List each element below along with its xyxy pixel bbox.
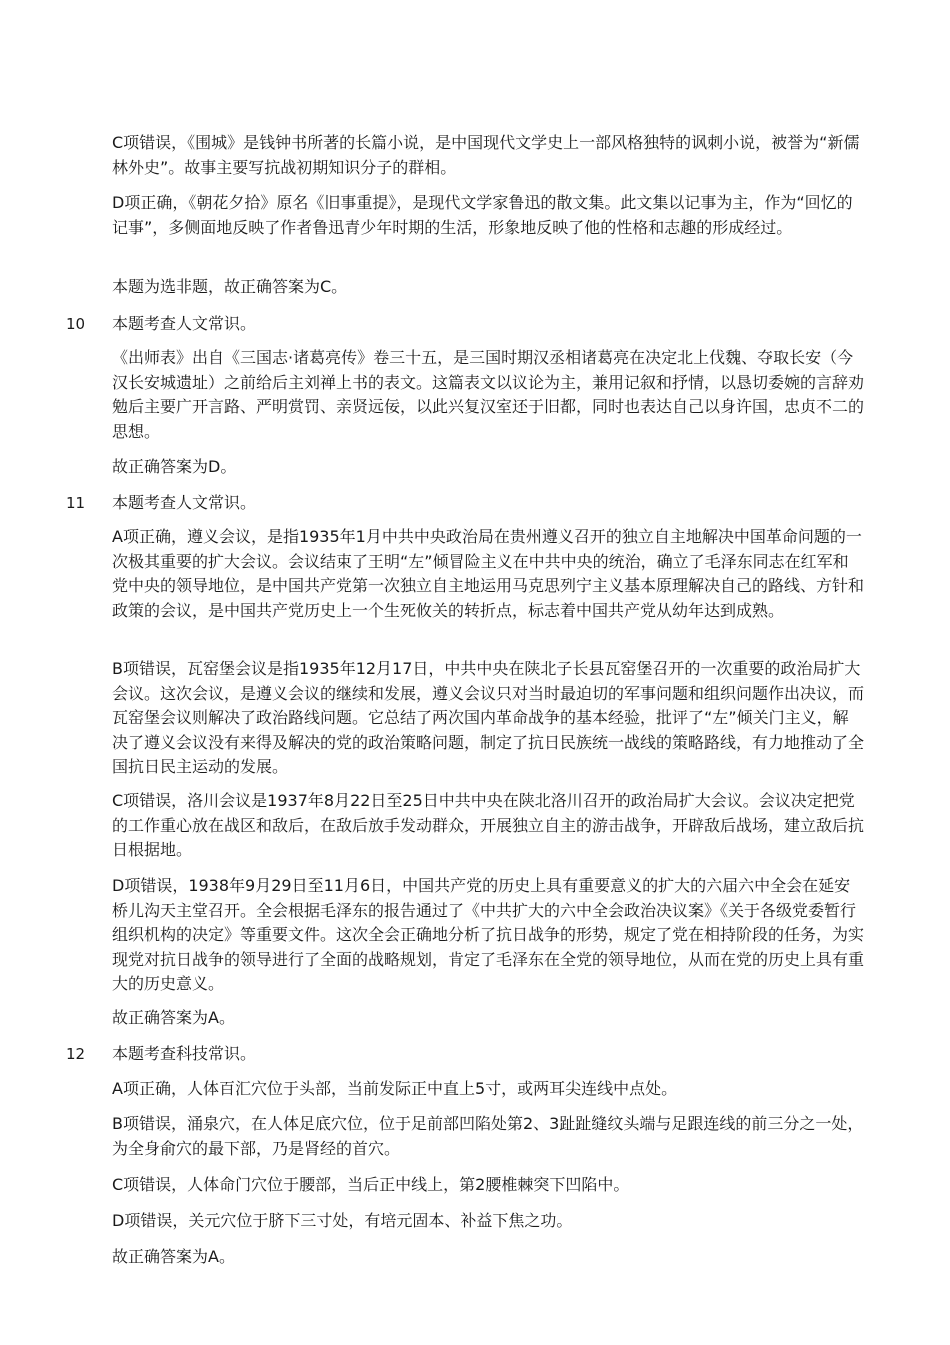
paragraph-q11-a: A项正确，遵义会议，是指1935年1月中共中央政治局在贵州遵义召开的独立自主地解决中国革命问题的一次极其重要的扩大会议。会议结束了王明“左”倾冒险主义在中共中央的统治，确立了毛泽东同志在红军和党中央的领导地位，是中国共产党第一次独立自主地运用马克思列宁主义基本原理解决自己的路线、方针和政策的会议，是中国共产党历史上一个生死攸关的转折点，标志着中国共产党从幼年达到成熟。: [112, 527, 865, 620]
paragraph-q10-body: 《出师表》出自《三国志·诸葛亮传》卷三十五，是三国时期汉丞相诸葛亮在决定北上伐魏、夺取长安（今汉长安城遗址）之前给后主刘禅上书的表文。这篇表文以议论为主，兼用记叙和抒情，以恳切委婉的言辞劝勉后主要广开言路、严明赏罚、亲贤远佞，以此兴复汉室还于旧都，同时也表达自己以身许国，忠贞不二的思想。: [112, 348, 865, 441]
paragraph-10-answer: 本题为选非题，故正确答案为C。: [112, 277, 348, 296]
paragraph-q12-d: D项错误，关元穴位于脐下三寸处，有培元固本、补益下焦之功。: [112, 1211, 573, 1230]
paragraph-q12-topic: 本题考查科技常识。: [112, 1044, 257, 1063]
question-number-10: 10: [66, 315, 86, 333]
paragraph-q11-topic: 本题考查人文常识。: [112, 493, 257, 512]
paragraph-q12-b: B项错误，涌泉穴，在人体足底穴位，位于足前部凹陷处第2、3趾趾缝纹头端与足跟连线的前三分之一处，为全身俞穴的最下部，乃是肾经的首穴。: [112, 1114, 864, 1158]
paragraph-q11-b: B项错误，瓦窑堡会议是指1935年12月17日，中共中央在陕北子长县瓦窑堡召开的一次重要的政治局扩大会议。这次会议，是遵义会议的继续和发展，遵义会议只对当时最迫切的军事问题和组织问题作出决议，而瓦窑堡会议则解决了政治路线问题。它总结了两次国内革命战争的基本经验，批评了“左”倾关门主义，解决了遵义会议没有来得及解决的党的政治策略问题，制定了抗日民族统一战线的策略路线，有力地推动了全国抗日民主运动的发展。: [112, 659, 865, 776]
paragraph-10d: D项正确，《朝花夕拾》原名《旧事重提》，是现代文学家鲁迅的散文集。此文集以记事为主，作为“回忆的记事”，多侧面地反映了作者鲁迅青少年时期的生活，形象地反映了他的性格和志趣的形成经过。: [112, 193, 853, 237]
paragraph-q11-answer: 故正确答案为A。: [112, 1008, 235, 1027]
question-number-12: 12: [66, 1045, 86, 1063]
paragraph-10c: C项错误，《围城》是钱钟书所著的长篇小说，是中国现代文学史上一部风格独特的讽刺小说，被誉为“新儒林外史”。故事主要写抗战初期知识分子的群相。: [112, 133, 860, 177]
paragraph-q11-d: D项错误，1938年9月29日至11月6日，中国共产党的历史上具有重要意义的扩大的六届六中全会在延安桥儿沟天主堂召开。全会根据毛泽东的报告通过了《中共扩大的六中全会政治决议案》《关于各级党委暂行组织机构的决定》等重要文件。这次全会正确地分析了抗日战争的形势，规定了党在相持阶段的任务，为实现党对抗日战争的领导进行了全面的战略规划，肯定了毛泽东在全党的领导地位，从而在党的历史上具有重大的历史意义。: [112, 876, 865, 993]
paragraph-q11-c: C项错误，洛川会议是1937年8月22日至25日中共中央在陕北洛川召开的政治局扩大会议。会议决定把党的工作重心放在战区和敌后，在敌后放手发动群众，开展独立自主的游击战争，开辟敌后战场，建立敌后抗日根据地。: [112, 791, 865, 859]
paragraph-q10-answer: 故正确答案为D。: [112, 457, 237, 476]
paragraph-q12-c: C项错误，人体命门穴位于腰部，当后正中线上，第2腰椎棘突下凹陷中。: [112, 1175, 630, 1194]
paragraph-q12-a: A项正确，人体百汇穴位于头部，当前发际正中直上5寸，或两耳尖连线中点处。: [112, 1079, 678, 1098]
paragraph-q10-topic: 本题考查人文常识。: [112, 314, 257, 333]
question-number-11: 11: [66, 494, 86, 512]
paragraph-q12-answer: 故正确答案为A。: [112, 1247, 235, 1266]
